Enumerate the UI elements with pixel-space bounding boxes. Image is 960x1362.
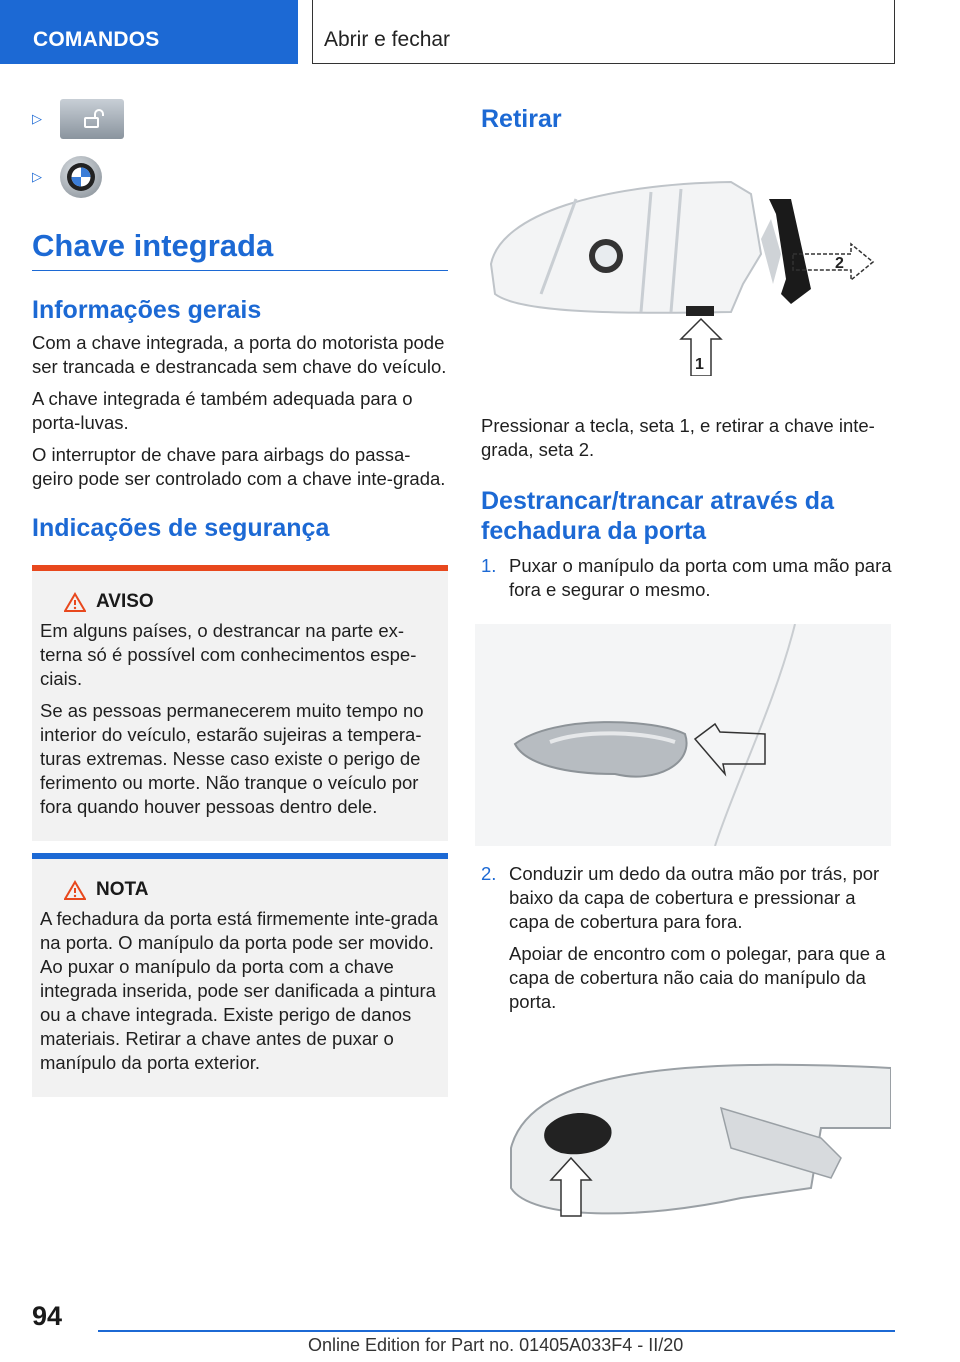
info-heading: Informações gerais xyxy=(32,296,262,324)
arrow-label-2: 2 xyxy=(835,255,844,272)
step-item xyxy=(481,554,898,602)
step-text: Apoiar de encontro com o polegar, para que a capa de cobertura não caia do manípulo da porta. xyxy=(509,943,886,1012)
step-number: 1. xyxy=(481,555,497,576)
bullet-item-lock xyxy=(32,94,448,144)
caution-triangle-icon xyxy=(64,880,86,900)
section-label: COMANDOS xyxy=(33,28,160,51)
warning-label: AVISO xyxy=(96,591,154,612)
steps-list xyxy=(481,554,898,602)
remove-heading: Retirar xyxy=(481,105,562,133)
warning-paragraph: Em alguns países, o destrancar na parte ex-terna só é possível com conhecimentos espe-ciais. xyxy=(40,620,417,689)
step-number: 2. xyxy=(481,863,497,884)
door-handle-figure xyxy=(475,624,891,846)
section-tab xyxy=(0,0,298,64)
warning-paragraph: Se as pessoas permanecerem muito tempo no interior do veículo, estarão sujeiras a tempera-turas extremas. Nesse caso existe o perigo de ferimento ou morte. Não tranque o veículo por fora quando houver pessoas dentro dele. xyxy=(40,700,424,817)
bullet-item-bmw xyxy=(32,152,448,202)
footer-divider xyxy=(98,1330,895,1332)
warning-title xyxy=(40,591,438,613)
cover-cap-figure xyxy=(491,1048,891,1220)
info-paragraph: A chave integrada é também adequada para o porta-luvas. xyxy=(32,388,413,433)
chapter-label: Abrir e fechar xyxy=(324,28,451,51)
step-text: Conduzir um dedo da outra mão por trás, por baixo da capa de cobertura e pressionar a capa de cobertura para fora. xyxy=(509,863,880,932)
warning-triangle-icon xyxy=(64,592,86,612)
triangle-bullet-icon: ▷ xyxy=(32,111,42,126)
note-box xyxy=(32,853,448,1097)
left-column xyxy=(32,100,448,1097)
key-removal-figure xyxy=(481,144,898,376)
warning-box xyxy=(32,565,448,841)
triangle-bullet-icon: ▷ xyxy=(32,169,42,184)
page-title: Chave integrada xyxy=(32,228,448,271)
arrow-label-1: 1 xyxy=(695,356,704,373)
note-paragraph: A fechadura da porta está firmemente inte-grada na porta. O manípulo da porta pode ser movido. Ao puxar o manípulo da porta com a chave integrada inserida, pode ser danificada a pintura ou a chave integrada. Existe perigo de danos materiais. Retirar a chave antes de puxar o manípulo da porta exterior. xyxy=(40,908,438,1073)
page-number: 94 xyxy=(32,1301,63,1331)
edition-text: Online Edition for Part no. 01405A033F4 - II/20 xyxy=(308,1335,684,1355)
bmw-logo-icon xyxy=(60,156,102,198)
step-text: Puxar o manípulo da porta com uma mão para fora e segurar o mesmo. xyxy=(509,555,892,600)
chapter-tab xyxy=(312,0,895,64)
steps-list-2 xyxy=(481,862,898,1014)
note-label: NOTA xyxy=(96,879,149,900)
info-paragraph: Com a chave integrada, a porta do motorista pode ser trancada e destrancada sem chave do veículo. xyxy=(32,332,447,377)
safety-heading: Indicações de segurança xyxy=(32,514,330,542)
step-item xyxy=(481,862,898,1014)
unlock-key-icon xyxy=(60,99,124,139)
right-column xyxy=(481,100,898,1220)
info-paragraph: O interruptor de chave para airbags do passa-geiro pode ser controlado com a chave inte-grada. xyxy=(32,444,446,489)
remove-paragraph: Pressionar a tecla, seta 1, e retirar a chave inte-grada, seta 2. xyxy=(481,415,875,460)
note-title xyxy=(40,879,438,901)
lock-heading: Destrancar/trancar através da fechadura da porta xyxy=(481,487,834,545)
